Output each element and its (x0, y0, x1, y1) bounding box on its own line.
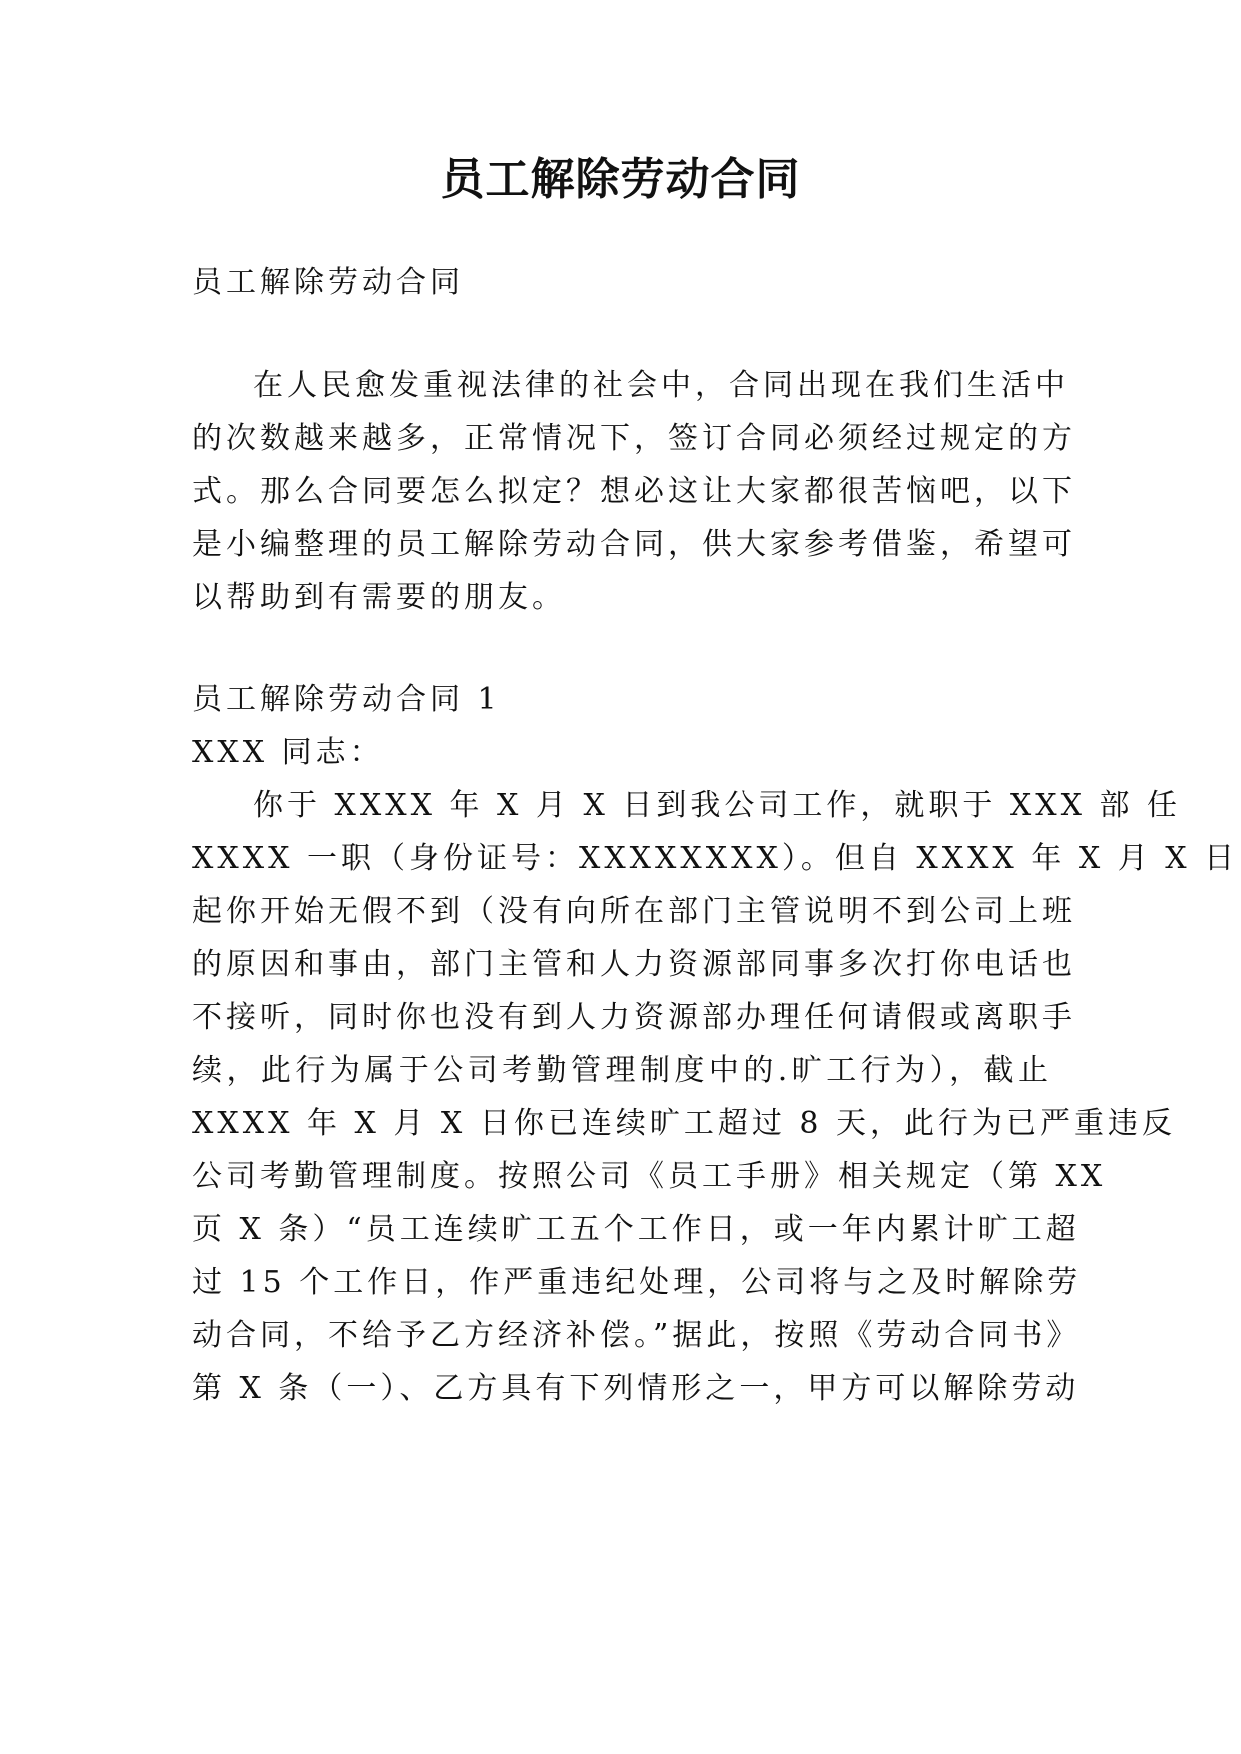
salutation: XXX 同志： (192, 735, 384, 770)
body-line: 续，此行为属于公司考勤管理制度中的.旷工行为），截止 (192, 1053, 1052, 1088)
intro-line: 在人民愈发重视法律的社会中，合同出现在我们生活中 (253, 368, 1069, 403)
body-line: 页 X 条）“员工连续旷工五个工作日，或一年内累计旷工超 (192, 1212, 1080, 1247)
intro-line: 是小编整理的员工解除劳动合同，供大家参考借鉴，希望可 (192, 527, 1076, 562)
intro-line: 的次数越来越多，正常情况下，签订合同必须经过规定的方 (192, 421, 1076, 456)
body-line: XXXX 年 X 月 X 日你已连续旷工超过 8 天，此行为已严重违反 (192, 1106, 1176, 1141)
body-line: 不接听，同时你也没有到人力资源部办理任何请假或离职手 (192, 1000, 1076, 1035)
body-line: 你于 XXXX 年 X 月 X 日到我公司工作，就职于 XXX 部 任 (253, 788, 1182, 823)
body-line: 公司考勤管理制度。按照公司《员工手册》相关规定（第 XX (192, 1159, 1107, 1194)
document-subtitle: 员工解除劳动合同 (192, 265, 464, 300)
body-line: 起你开始无假不到（没有向所在部门主管说明不到公司上班 (192, 894, 1076, 929)
body-line: XXXX 一职（身份证号：XXXXXXXX）。但自 XXXX 年 X 月 X 日 (192, 841, 1239, 876)
section-heading: 员工解除劳动合同 1 (192, 682, 501, 717)
body-line: 过 15 个工作日，作严重违纪处理，公司将与之及时解除劳 (192, 1265, 1082, 1300)
body-line: 的原因和事由，部门主管和人力资源部同事多次打你电话也 (192, 947, 1076, 982)
intro-line: 式。那么合同要怎么拟定？想必这让大家都很苦恼吧，以下 (192, 474, 1076, 509)
intro-line: 以帮助到有需要的朋友。 (192, 580, 566, 615)
document-title: 员工解除劳动合同 (440, 154, 801, 205)
body-line: 第 X 条（一）、乙方具有下列情形之一，甲方可以解除劳动 (192, 1371, 1080, 1406)
body-line: 动合同，不给予乙方经济补偿。”据此，按照《劳动合同书》 (192, 1318, 1081, 1353)
